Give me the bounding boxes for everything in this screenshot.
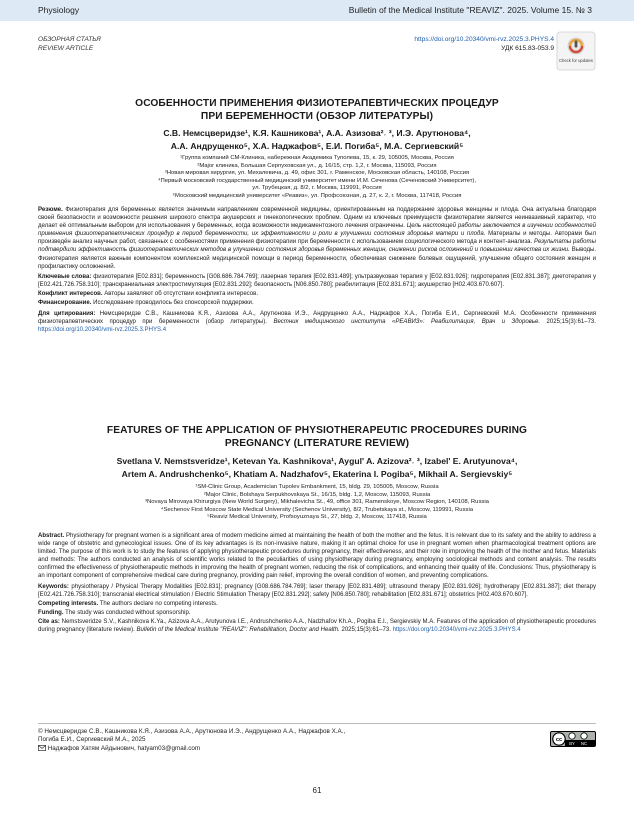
by-label: BY [569,741,575,746]
badge-label: Check for updates [559,58,593,63]
affiliation-ru: ⁵Московский медицинский университет «Реавиз», ул. Профсоюзная, д. 27, к. 2, г. Москва, 117418, Россия [172,192,462,199]
copyright-block [38,728,478,754]
journal-issue: Bulletin of the Medical Institute "REAVIZ". 2025. Volume 15. № 3 [348,5,592,15]
nc-label: NC [580,741,588,746]
section-name: Physiology [38,5,80,15]
abstract-en: Abstract. Physiotherapy for pregnant women is a significant area of modern medicine aimed at maintaining the health of both the mother and the fetus. It is relevant due to its safety and the ability to address a wide range of obstetric and gynecological issues. One of its key advantages is its non-invasive nature, making it an optimal choice for use in pregnant women when pharmacological treatment options are limited. The purpose of this work is to study the features of applying physiotherapeutic procedures during pregnancy, their effectiveness, and their role in improving the health of the mother and fetus. Materials and methods: The authors conducted an analysis of scientific works related to the peculiarities of using physiotherapy during pregnancy, employing sociological methods and content analysis. The results confirmed the effectiveness of physiotherapeutic methods in improving the health of pregnant women, reducing the risk of complications, and enhancing their quality of life. Conclusions: Thus, physiotherapy is an important component of comprehensive medical care during pregnancy, providing pain relief, improving the overall condition of women, and preventing complications. [38,533,596,580]
affiliation-en: ²Major Clinic, Bolshaya Serpukhovskaya St., 16/15, bldg. 1,2, Moscow, 115093, Russia [203,491,431,498]
conflict-ru: Конфликт интересов. Авторы заявляют об отсутствии конфликта интересов. [38,290,259,297]
contact-text: Наджафов Хатям Айдынович, hatyam03@gmail.com [47,744,201,752]
doi-link[interactable]: https://doi.org/10.20340/vmi-rvz.2025.3.PHYS.4 [414,36,554,43]
competing-interests-en: Competing interests. The authors declare no competing interests. [38,600,218,607]
affiliation-en: ⁵Reaviz Medical University, Profsoyuznaya St., 27, bldg. 2, Moscow, 117418, Russia [207,514,427,521]
article-type-en: REVIEW ARTICLE [38,45,94,52]
abstract-ru-block [38,206,596,334]
funding-en: Funding. The study was conducted without sponsorship. [38,609,191,616]
cc-label: cc [555,737,563,743]
affiliation-en: ⁴Sechenov First Moscow State Medical University (Sechenov University), 8/2, Trubetskaya st., Moscow, 119991, Russia [160,506,474,513]
copyright-line1: © Немсцверидзе С.В., Кашникова К.Я., Азизова А.А., Арутюнова И.Э., Андрущенко А.А., Наджафов Х.А., [38,728,346,735]
check-for-updates-icon [556,31,596,71]
article-identifiers [414,35,554,53]
keywords-ru: Ключевые слова: физиотерапия [E02.831]; беременность [G08.686.784.769]; лазерная терапия [E02.831.489]; ультразвуковая терапия у [E02.831.926]; гидротерапия [E02.831.387]; диетотерапия у [E02.421.726.758.310]; транскраниальная электростимуляция [E02.831.292]; безопасность [N06.850.780]; реабилитация [E02.831.671]; акушерство [H02.403.670.607]. [38,273,596,288]
article-type [38,35,101,53]
authors-ru-line2: А.А. Андрущенко⁵, Х.А. Наджафов⁵, Е.И. Погиба⁵, М.А. Сергиевский⁵ [170,141,464,151]
udc-code: УДК 615.83-053.9 [501,45,554,52]
authors-ru-line1: С.В. Немсцверидзе¹, К.Я. Кашникова¹, А.А. Азизова²˒ ³, И.Э. Арутюнова⁴, [163,128,471,138]
citation-en: Cite as: Nemstsveridze S.V., Kashnikova K.Ya., Azizova A.A., Arutyunova I.E., Andrushchenko A.A., Nadzhafov Kh.A., Pogiba E.I., Sergievskiy M.A. Features of the application of physiotherapeutic procedures during pregnancy (literature review). Bulletin of the Medical Institute "REAVIZ": Rehabilitation, Doctor and Health. 2025;15(3):61–73. https://doi.org/10.20340/vmi-rvz.2025.3.PHYS.4 [38,618,597,634]
abstract-ru: Резюме. Физиотерапия для беременных является значимым направлением современной медицины, ориентированным на поддержание здоровья женщины и плода. Она актуальна благодаря своей безопасности и возможности решения широкого спектра акушерских и гинекологических проблем. Одним из ключевых преимуществ физиотерапии является неинвазивный характер, что делает её оптимальным выбором для использования у беременных, когда возможности медикаментозного лечения ограничены. Цель настоящей работы заключается в изучении особенностей применения физиотерапевтических процедур в период беременности, их эффективности и роли в улучшении состояния здоровья матери и плода. Материалы и методы. Авторами был произведён анализ научных работ, связанных с особенностями применения физиотерапии при беременности с использованием социологического метода и контент-анализа. Результаты работы подтвердили эффективность физиотерапевтических методов в улучшении состояния здоровья беременных женщин, снижении рисков осложнений и повышении качества их жизни. Выводы. Физиотерапия является важным компонентом комплексной медицинской помощи в период беременности, обеспечивая снижение болевых ощущений, улучшение общего состояния женщин и профилактику осложнений. [38,207,596,270]
title-ru-line2: ПРИ БЕРЕМЕННОСТИ (ОБЗОР ЛИТЕРАТУРЫ) [200,111,434,122]
funding-ru: Финансирование. Исследование проводилось без спонсорской поддержки. [38,300,254,307]
affiliations-ru [38,155,596,201]
affiliation-ru: ⁴Первый московский государственный медицинский университет имени И.М. Сеченова (Сеченовский Университет), [157,177,477,184]
authors-ru [38,127,596,153]
affiliation-ru: ¹Группа компаний СМ-Клиника, набережная Академика Туполева, 15, к. 29, 105005, Москва, Россия [180,155,454,161]
affiliation-ru: ул. Трубецкая, д. 8/2, г. Москва, 119991, Россия [252,185,382,192]
corresponding-author [38,745,478,754]
copyright-line2: Погиба Е.И., Сергиевский М.А., 2025 [38,736,146,744]
authors-en [38,455,596,481]
title-en [38,424,596,450]
affiliation-en: ¹SM-Clinic Group, Academician Tupolev Embankment, 15, bldg. 29, 105005, Moscow, Russia [195,484,439,490]
affiliation-en: ³Novaya Mirovaya Khirurgiya (New World Surgery), Mikhalevicha St., 49, office 301, Ramenskoye, Moscow Region, 140108, Russia [145,499,489,506]
check-for-updates-badge[interactable] [556,31,596,71]
title-ru-line1: ОСОБЕННОСТИ ПРИМЕНЕНИЯ ФИЗИОТЕРАПЕВТИЧЕСКИХ ПРОЦЕДУР [135,98,499,109]
cc-by-nc-icon[interactable] [550,731,596,747]
footer-divider [38,723,596,724]
title-en-line1: FEATURES OF THE APPLICATION OF PHYSIOTHERAPEUTIC PROCEDURES DURING [106,425,528,436]
title-ru [38,97,596,123]
authors-en-line1: Svetlana V. Nemstsveridze¹, Ketevan Ya. Kashnikova¹, Aygul' A. Azizova²˒ ³, Izabel' E. Arutyunova⁴, [116,456,518,466]
authors-en-line2: Artem A. Andrushchenko⁵, Khatiam A. Nadzhafov⁵, Ekaterina I. Pogiba⁵, Mikhail A. Sergievskiy⁵ [121,469,513,479]
title-en-line2: PREGNANCY (LITERATURE REVIEW) [224,438,410,449]
affiliation-ru: ²Major клиника, Большая Серпуховская ул., д. 16/15, стр. 1,2, г. Москва, 115093, Россия [197,162,437,169]
affiliations-en [38,484,596,522]
affiliation-ru: ³Новая мировая хирургия, ул. Михалевича, д. 49, офис 301, г. Раменское, Московская область, 140108, Россия [164,170,470,177]
envelope-icon [38,745,46,754]
keywords-en: Keywords: physiotherapy / Physical Therapy Modalities [E02.831]; pregnancy [G08.686.784.769]; laser therapy [E02.831.489]; ultrasound therapy [E02.831.926]; hydrotherapy [E02.831.387]; diet therapy [E02.421.726.758.310]; transcranial electrical stimulation / Electric Stimulation Therapy [E02.831.292]; safety [N06.850.780]; rehabilitation [E02.831.671]; obstetrics [H02.403.670.607]. [38,583,596,598]
article-type-ru: ОБЗОРНАЯ СТАТЬЯ [38,36,101,43]
citation-ru-doi[interactable]: https://doi.org/10.20340/vmi-rvz.2025.3.PHYS.4 [38,327,167,334]
page-number: 61 [312,786,322,795]
abstract-en-block [38,532,596,634]
citation-en-doi[interactable]: https://doi.org/10.20340/vmi-rvz.2025.3.PHYS.4 [392,627,521,634]
citation-ru: Для цитирования: Немсцверидзе С.В., Кашникова К.Я., Азизова А.А., Арутюнова И.Э., Андрущенко А.А., Наджафов Х.А., Погиба Е.И., Сергиевский М.А. Особенности применения физиотерапевтических процедур при беременности (обзор литературы). Вестник медицинского института «РЕАВИЗ»: Реабилитация, Врач и Здоровье. 2025;15(3):61–73. https://doi.org/10.20340/vmi-rvz.2025.3.PHYS.4 [38,311,596,334]
